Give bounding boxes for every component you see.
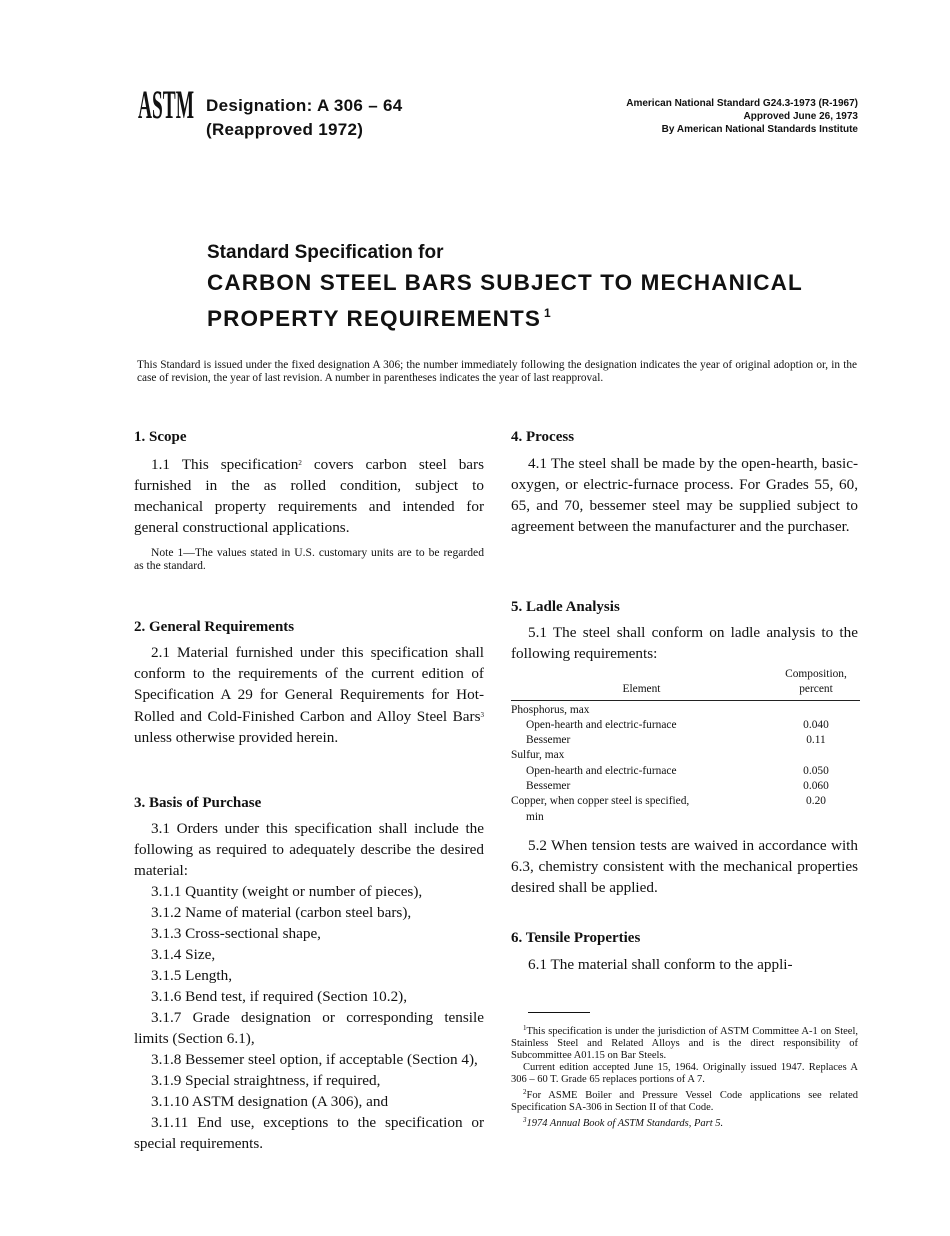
title-line-2-text: PROPERTY REQUIREMENTS xyxy=(207,306,541,331)
basis-item: 3.1.4 Size, xyxy=(151,946,216,963)
title-line-1: CARBON STEEL BARS SUBJECT TO MECHANICAL xyxy=(207,270,803,295)
ansi-line-1: American National Standard G24.3-1973 (R-1967) xyxy=(626,98,858,109)
section-general xyxy=(134,617,484,748)
footnotes xyxy=(511,1022,858,1130)
title-block xyxy=(207,240,803,334)
basis-item: 3.1.7 Grade designation or corresponding tensile limits (Section 6.1), xyxy=(134,1009,484,1047)
section-tensile xyxy=(511,928,858,975)
process-4-1: 4.1 The steel shall be made by the open-hearth, basic-oxygen, or electric-furnace process. For Grades 55, 60, 65, and 70, bessemer steel may be supplied subject to agreement between the manufacturer and the purchaser. xyxy=(511,455,858,535)
table-row xyxy=(511,779,860,794)
astm-logo-text: ASTM xyxy=(138,82,194,127)
row-label: Open-hearth and electric-furnace xyxy=(526,764,677,777)
scope-footnote-mark: 2 xyxy=(298,459,302,467)
scope-1-1-rest: covers carbon steel bars furnished in the as rolled condition, subject to mechanical property requirements and intended for general constructional applications. xyxy=(134,456,484,536)
tensile-6-1: 6.1 The material shall conform to the appli- xyxy=(528,956,793,973)
basis-3-1: 3.1 Orders under this specification shall include the following as required to adequately describe the desired material: xyxy=(134,820,484,879)
intro-paragraph: This Standard is issued under the fixed designation A 306; the number immediately following the designation indicates the year of original adoption or, in the case of revision, the year of last revision. A number in parentheses indicates the year of last reapproval. xyxy=(137,359,857,384)
col-element: Element xyxy=(622,683,661,696)
row-sulfur: Sulfur, max xyxy=(511,749,565,762)
ansi-line-3: By American National Standards Institute xyxy=(661,124,858,135)
row-label: Bessemer xyxy=(526,780,571,793)
table-row xyxy=(511,733,860,748)
row-value: 0.11 xyxy=(806,734,826,747)
heading-scope: 1. Scope xyxy=(134,429,187,445)
table-row xyxy=(511,810,860,825)
scope-1-1 xyxy=(134,453,484,538)
basis-item: 3.1.10 ASTM designation (A 306), and xyxy=(151,1093,389,1110)
footnote-2-text: For ASME Boiler and Pressure Vessel Code applications see related Specification SA-306 in Section II of that Code. xyxy=(511,1090,858,1113)
general-2-1 xyxy=(134,642,484,748)
heading-process: 4. Process xyxy=(511,429,575,445)
ladle-5-2: 5.2 When tension tests are waived in accordance with 6.3, chemistry consistent with the mechanical properties desired shall be applied. xyxy=(511,836,858,896)
footnote-1 xyxy=(511,1022,858,1062)
row-copper: Copper, when copper steel is specified, xyxy=(511,795,690,808)
general-2-1-start: 2.1 Material furnished under this specification shall conform to the requirements of the current edition of Specification A 29 for General Requirements for Hot-Rolled and Cold-Finished Carbon and Alloy Steel Bars xyxy=(134,644,484,725)
footnote-rule xyxy=(528,1012,590,1013)
row-label: min xyxy=(526,810,544,823)
section-basis xyxy=(134,793,484,1154)
table-row xyxy=(511,718,860,733)
scope-note: Note 1—The values stated in U.S. customary units are to be regarded as the standard. xyxy=(134,546,484,572)
footnote-3 xyxy=(511,1114,858,1130)
basis-item: 3.1.9 Special straightness, if required, xyxy=(151,1072,381,1089)
basis-item: 3.1.8 Bessemer steel option, if acceptable (Section 4), xyxy=(151,1051,478,1068)
main-title xyxy=(207,268,803,334)
title-footnote-mark: 1 xyxy=(543,306,551,320)
scope-1-1-start: 1.1 This specification xyxy=(151,456,299,473)
row-label: Open-hearth and electric-furnace xyxy=(526,718,677,731)
table-row xyxy=(511,748,860,763)
title-line-2 xyxy=(207,298,803,334)
standard-for: Standard Specification for xyxy=(207,242,444,263)
basis-item: 3.1.3 Cross-sectional shape, xyxy=(151,925,321,942)
section-scope xyxy=(134,427,484,572)
row-value: 0.050 xyxy=(803,764,829,777)
heading-ladle: 5. Ladle Analysis xyxy=(511,599,620,615)
astm-logo xyxy=(137,78,195,130)
col-composition xyxy=(772,667,860,700)
ansi-approval xyxy=(626,97,858,136)
col-composition-2: percent xyxy=(799,683,833,696)
reapproved: (Reapproved 1972) xyxy=(206,120,364,139)
col-composition-1: Composition, xyxy=(785,668,847,680)
row-phosphorus: Phosphorus, max xyxy=(511,703,590,716)
table-row xyxy=(511,794,860,809)
basis-item: 3.1.11 End use, exceptions to the specification or special requirements. xyxy=(134,1114,484,1152)
row-label: Bessemer xyxy=(526,734,571,747)
footnote-3-text: 1974 Annual Book of ASTM Standards, Part 5. xyxy=(526,1118,724,1129)
basis-item: 3.1.2 Name of material (carbon steel bars), xyxy=(151,904,412,921)
footnote-1-mark: 1 xyxy=(523,1024,527,1032)
row-value: 0.040 xyxy=(803,718,829,731)
basis-item: 3.1.6 Bend test, if required (Section 10.2), xyxy=(151,988,408,1005)
ansi-line-2: Approved June 26, 1973 xyxy=(743,111,858,122)
footnote-1-text: This specification is under the jurisdiction of ASTM Committee A-1 on Steel, Stainless Steel and Related Alloys and is the direct responsibility of Subcommittee A01.15 on Bar Steels. xyxy=(511,1026,858,1061)
ladle-table xyxy=(511,667,860,825)
footnote-3-mark: 3 xyxy=(523,1116,527,1124)
section-ladle xyxy=(511,597,858,898)
heading-tensile: 6. Tensile Properties xyxy=(511,930,641,946)
table-header-row xyxy=(511,667,860,700)
footnote-2 xyxy=(511,1086,858,1114)
heading-general: 2. General Requirements xyxy=(134,619,295,635)
designation-block xyxy=(206,94,402,142)
footnote-1b: Current edition accepted June 15, 1964. Originally issued 1947. Replaces A 306 – 60 T. Grade 65 replaces portions of A 7. xyxy=(511,1062,858,1085)
footnote-2-mark: 2 xyxy=(523,1088,527,1096)
general-footnote-mark: 3 xyxy=(480,711,484,719)
basis-item: 3.1.5 Length, xyxy=(151,967,232,984)
section-process xyxy=(511,427,858,537)
basis-item: 3.1.1 Quantity (weight or number of pieces), xyxy=(151,883,423,900)
row-value: 0.060 xyxy=(803,780,829,793)
heading-basis: 3. Basis of Purchase xyxy=(134,795,262,811)
ladle-5-1: 5.1 The steel shall conform on ladle analysis to the following requirements: xyxy=(511,624,858,662)
row-value: 0.20 xyxy=(806,795,826,808)
table-row xyxy=(511,764,860,779)
table-row xyxy=(511,700,860,718)
designation: Designation: A 306 – 64 xyxy=(206,96,403,115)
general-2-1-rest: unless otherwise provided herein. xyxy=(134,729,339,746)
